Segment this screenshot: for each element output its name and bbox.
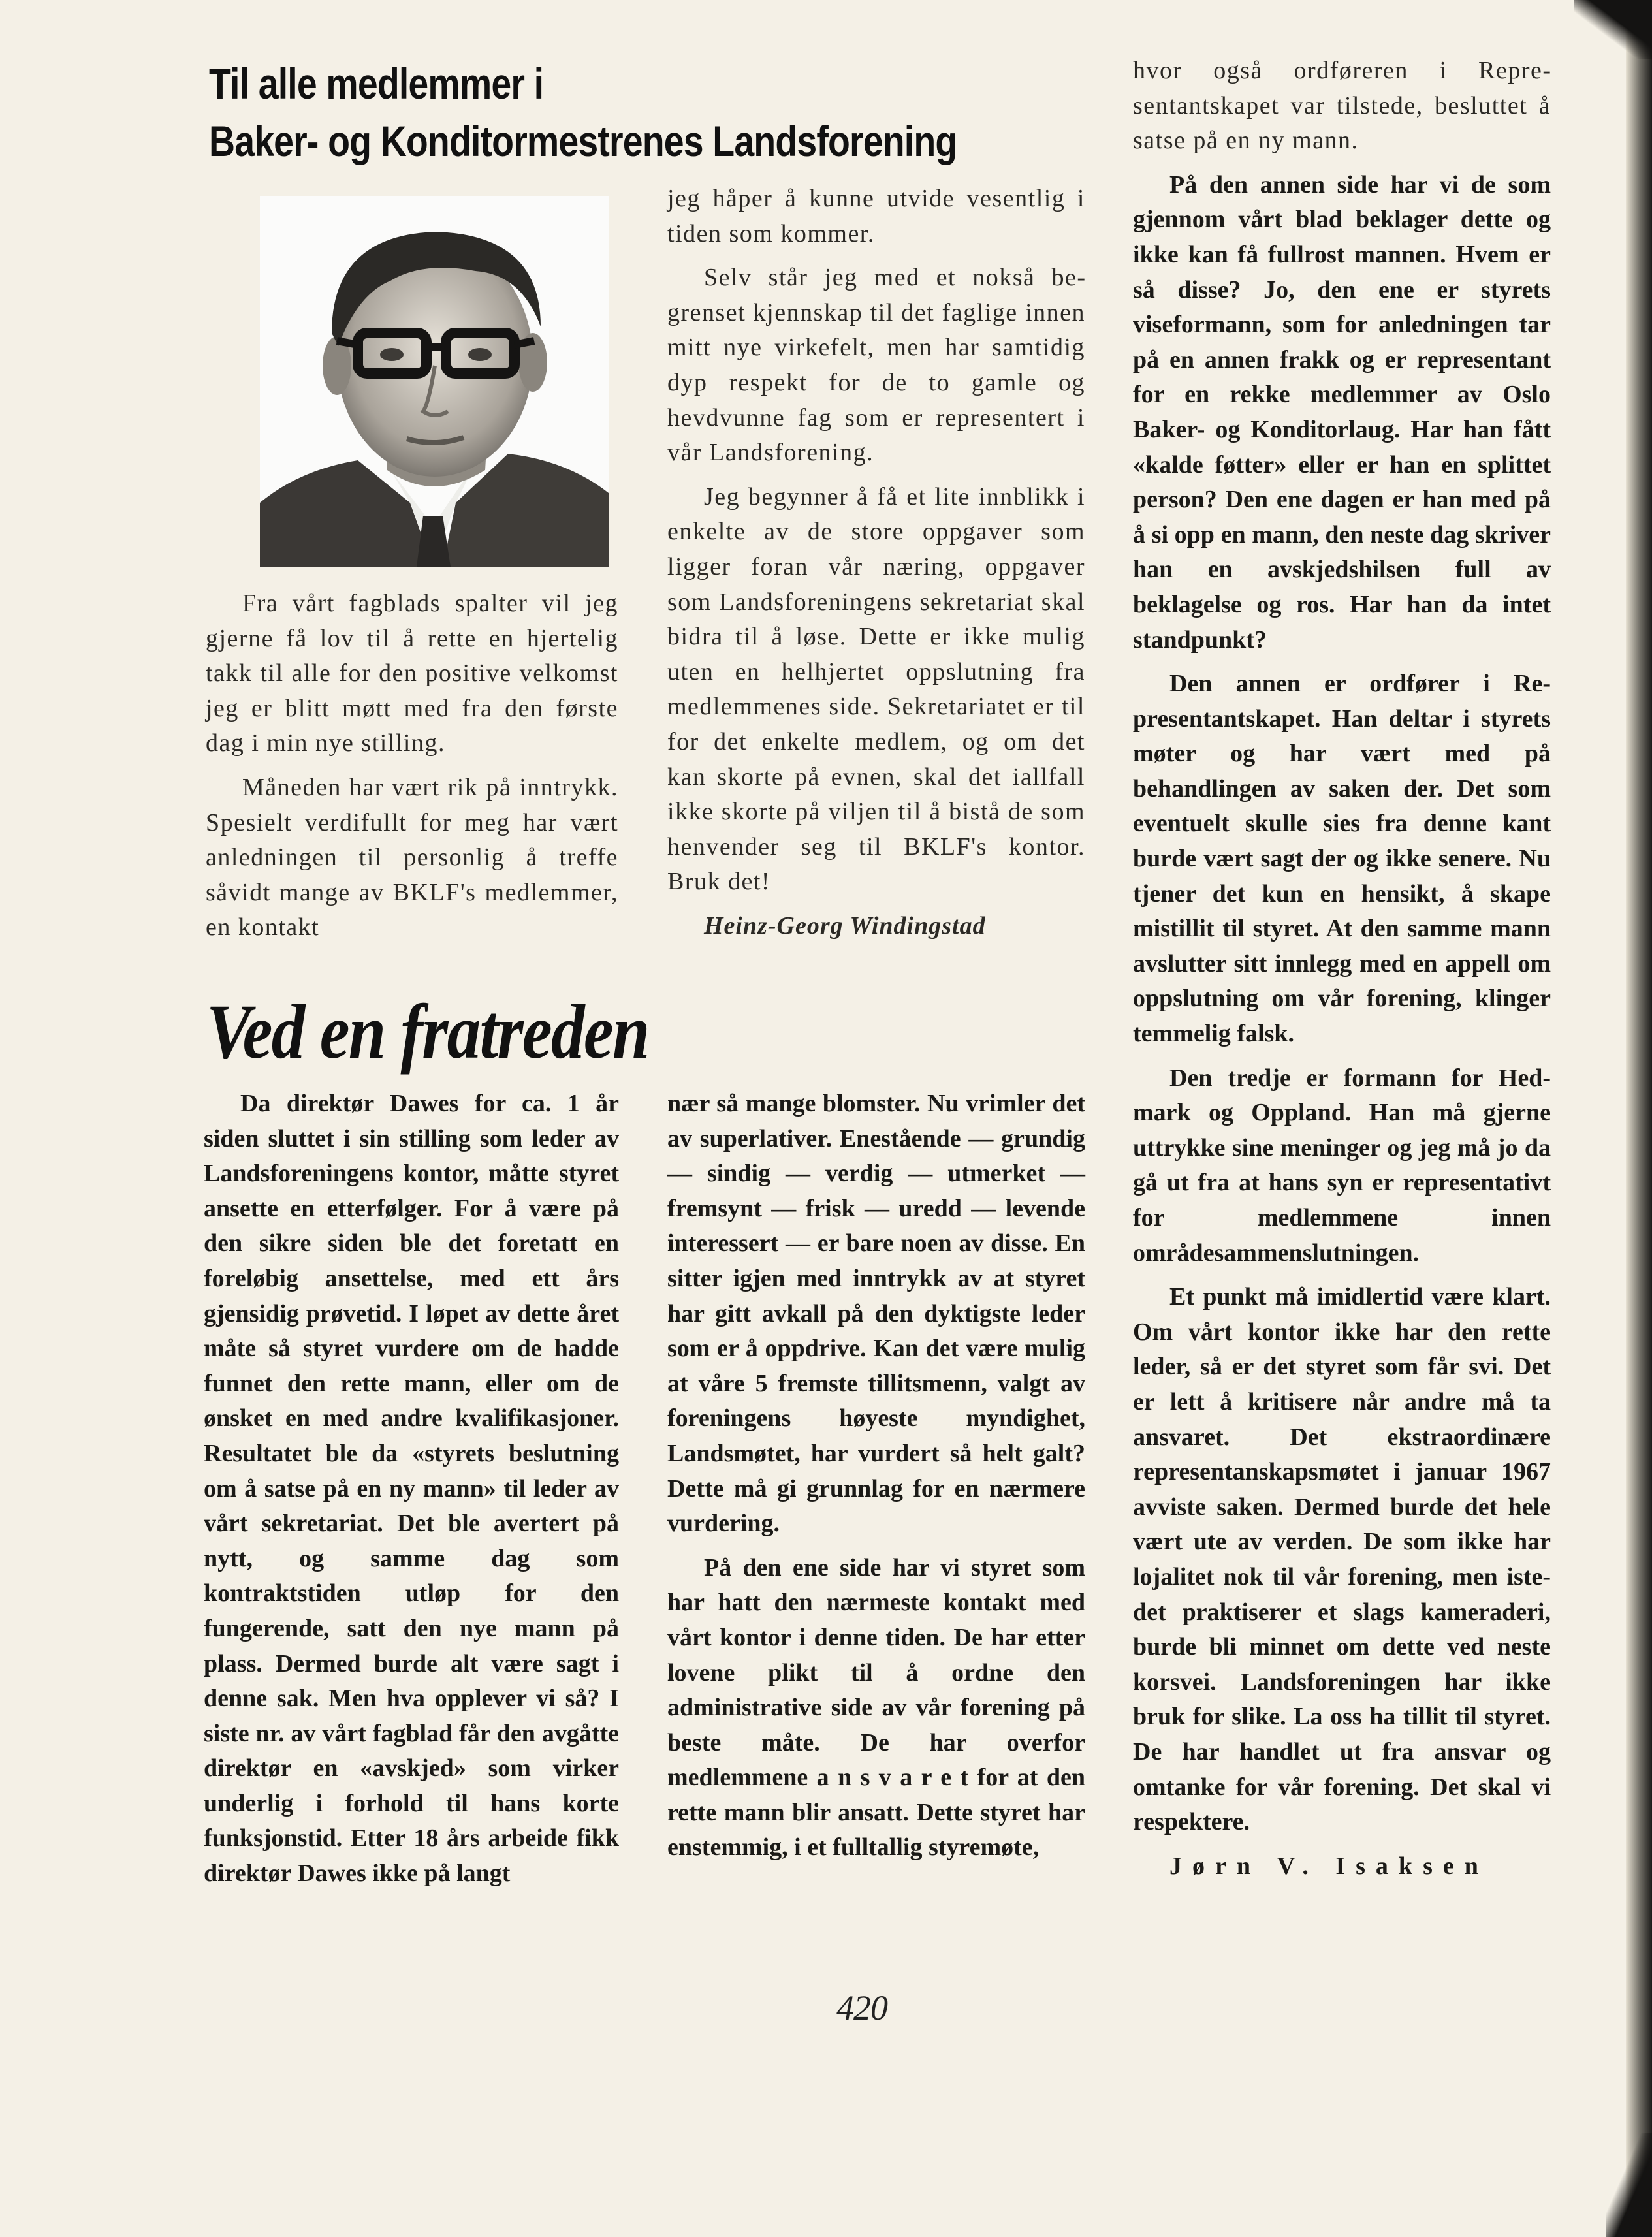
article2-headline: Ved en fratreden [206,988,649,1075]
paragraph: Et punkt må imidlertid være klart. Om vårt kontor ikke har den rette leder, så er det styret som får svi. Det er lett å kritisere når andre må ta ansvaret. Det ekstraordinære representanskapsmøtet i januar 1967 avviste saken. Dermed burde det hele vært ute av verden. De som ikke har lojalitet nok til vår forening, men istedet praktiserer et slags kameraderi, burde bli minnet om dette ved neste korsvei. Landsforeningen har ikke bruk for slike. La oss ha tillit til styret. De har handlet ut fra ansvar og omtanke for vår forening. Det skal vi respektere. [1133,1283,1551,1836]
article2-column-2 [667,1087,1085,1865]
paragraph: På den annen side har vi de som gjennom vårt blad beklager dette og ikke kan få fullrost mannen. Hvem er så disse? Jo, den ene er styrets viseformann, som for anledningen tar på en annen frakk og er representant for en rekke medlemmer av Oslo Baker- og Konditorlaug. Har han fått «kalde føtter» eller er han en splittet person? Den ene dagen er han med på å si opp en mann, den neste dag skriver han en avskjedshilsen full av beklagelse og ros. Har han da intet standpunkt? [1133,170,1551,654]
portrait-photo [260,196,609,567]
headline-line-1: Til alle medlemmer i [209,59,544,108]
paragraph: Den tredje er formann for Hedmark og Oppland. Han må gjerne uttrykke sine meninger og jeg må jo da gå ut fra at hans syn er representativt for medlemmene innen områdesammenslutningen. [1133,1064,1551,1267]
paragraph: jeg håper å kunne utvide vesentlig i tiden som kommer. [667,185,1085,247]
article-headline [209,55,957,170]
headline-line-2: Baker- og Konditormestrenes Landsforening [209,117,957,165]
paragraph: Den annen er ordfører i Representantskapet. Han deltar i styrets møter og har vært med på behandlingen av saken der. Det som eventuelt skulle sies fra denne kant burde vært sagt der og ikke senere. Nu tjener det kun en hensikt, å skape mistillit til styret. At den samme mann avslutter sitt innlegg med en appell om oppslutning om vår forening, klinger temmelig falsk. [1133,670,1551,1048]
paragraph: Fra vårt fagblads spalter vil jeg gjerne få lov til å rette en hjertelig takk til alle for den positive velkomst jeg er blitt møtt med fra den første dag i min nye stilling. [206,590,618,757]
page-binding-edge [1626,0,1652,2237]
author-signature: Heinz-Georg Windingstad [704,912,986,940]
portrait-illustration [260,196,609,567]
paragraph: Måneden har vært rik på inntrykk. Spesielt verdifullt for meg har vært anledningen til personlig å treffe såvidt mange av BKLF's medlemmer, en kontakt [206,773,618,942]
paragraph: Selv står jeg med et nokså begrenset kjennskap til det faglige innen mitt nye virkefelt, men har samtidig dyp respekt for de to gamle og hevdvunne fag som er representert i vår Landsforening. [667,264,1085,467]
page-corner-shadow [1574,0,1652,59]
paragraph: nær så mange blomster. Nu vrimler det av superlativer. Enestående — grundig — sindig — verdig — utmerket — fremsynt — frisk — uredd — levende interessert — er bare noen av disse. En sitter igjen med inntrykk av at styret har gitt avkall på den dyktigste leder som er å oppdrive. Kan det være mulig at våre 5 fremste tillitsmenn, valgt av foreningens høyeste myndighet, Landsmøtet, har vurdert så helt galt? Dette må gi grunnlag for en nærmere vurdering. [667,1090,1085,1538]
author-signature: Jørn V. Isaksen [1169,1852,1489,1880]
article1-column-1 [206,586,618,945]
paragraph: På den ene side har vi styret som har hatt den nærmeste kontakt med vårt kontor i denne tiden. De har etter lovene plikt til å ordne den administrative side av vår forening på beste måte. De har overfor medlemmene a n s v a r e t for at den rette mann blir ansatt. Dette styret har enstemmig, i et fulltallig styremøte, [667,1553,1085,1862]
article2-column-3 [1133,54,1551,1884]
page-number: 420 [836,1988,887,2027]
page-corner-shadow-bottom [1606,2133,1652,2237]
paragraph: hvor også ordføreren i Representantskapet var tilstede, besluttet å satse på en ny mann. [1133,57,1551,155]
article1-column-2 [667,182,1085,944]
paragraph: Jeg begynner å få et lite innblikk i enkelte av de store oppgaver som ligger foran vår næring, oppgaver som Landsforeningens sekretariat skal bidra til å løse. Dette er ikke mulig uten en helhjertet oppslutning fra medlemmenes side. Sekretariatet er til for det enkelte medlem, og om det kan skorte på evnen, skal det iallfall ikke skorte på viljen til å bistå de som henvender seg til BKLF's kontor. Bruk det! [667,483,1085,896]
paragraph: Da direktør Dawes for ca. 1 år siden sluttet i sin stilling som leder av Landsforeningens kontor, måtte styret ansette en etterfølger. For å være på den sikre siden ble det foretatt en foreløbig ansettelse, med ett års gjensidig prøvetid. I løpet av dette året måte så styret vurdere om de hadde funnet den rette mann, eller om de ønsket en med andre kvalifikasjoner. Resultatet ble da «styrets beslutning om å satse på en ny mann» til leder av vårt sekretariat. Det ble avertert på nytt, og samme dag som kontraktstiden utløp for den fungerende, satt den nye mann på plass. Dermed burde alt være sagt i denne sak. Men hva opplever vi så? I siste nr. av vårt fagblad får den avgåtte direktør en «avskjed» som virker underlig i forhold til hans korte funksjonstid. Etter 18 års arbeide fikk direktør Dawes ikke på langt [204,1090,619,1888]
article2-column-1 [204,1087,619,1892]
